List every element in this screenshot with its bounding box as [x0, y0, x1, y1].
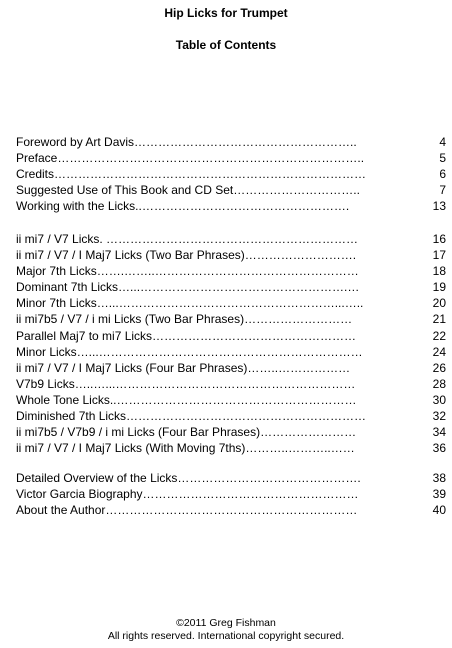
toc-entry-page-number: 24: [432, 344, 446, 359]
toc-entry: [16, 502, 446, 518]
toc-entry-page-number: 21: [432, 312, 446, 327]
toc-entry-title: About the Author………………………………………………………: [16, 503, 358, 518]
toc-entry: [16, 231, 446, 247]
toc-entry-page-number: 19: [432, 280, 446, 295]
toc-entry-page-number: 4: [439, 135, 446, 149]
toc-group-front-matter: [16, 134, 446, 214]
toc-entry-page-number: 32: [432, 409, 446, 424]
toc-entry-page-number: 5: [439, 151, 446, 166]
toc-group-licks: [16, 231, 446, 456]
toc-entry: [16, 344, 446, 360]
book-title: Hip Licks for Trumpet: [164, 6, 288, 20]
toc-entry: [16, 182, 446, 198]
toc-entry-title: Dominant 7th Licks…...…………………………………………….…: [16, 280, 360, 295]
toc-entry-title: Major 7th Licks…….……..……………………………………………: [16, 264, 359, 279]
toc-entry-title: Suggested Use of This Book and CD Set…………………………..: [16, 183, 360, 198]
toc-entry-page-number: 38: [432, 471, 446, 485]
toc-entry-page-number: 20: [432, 296, 446, 311]
toc-entry-page-number: 17: [432, 248, 446, 263]
toc-entry-title: Whole Tone Licks..……………………………………………………: [16, 392, 357, 407]
toc-entry-title: Minor Licks…...…………………………………………………………: [16, 344, 363, 359]
toc-entry: [16, 424, 446, 440]
copyright-notice: ©2011 Greg Fishman: [176, 617, 276, 629]
toc-entry-title: ii mi7 / V7 Licks. ………………………………………………………: [16, 232, 359, 246]
toc-entry-title: V7b9 Licks…..…...……………………………………………………: [16, 376, 356, 391]
toc-entry: [16, 408, 446, 424]
toc-entry: [16, 470, 446, 486]
toc-entry-title: ii mi7 / V7 / I Maj7 Licks (Two Bar Phrases)……………………….: [16, 248, 357, 263]
toc-entry: [16, 295, 446, 311]
toc-entry: [16, 360, 446, 376]
toc-entry: [16, 486, 446, 502]
rights-notice: All rights reserved. International copyright secured.: [107, 630, 345, 642]
toc-entry-page-number: 36: [432, 441, 446, 456]
toc-entry-page-number: 18: [432, 264, 446, 279]
toc-group-back-matter: [16, 470, 446, 518]
toc-entry-title: Parallel Maj7 to mi7 Licks……………………………………………: [16, 328, 357, 343]
toc-entry-page-number: 6: [439, 167, 446, 182]
toc-entry-title: Minor 7th Licks…...………………………………………………...…..: [16, 296, 364, 311]
toc-entry-title: Diminished 7th Licks……………………………………………………: [16, 409, 367, 424]
toc-entry-page-number: 40: [432, 503, 446, 518]
toc-entry: [16, 279, 446, 295]
toc-entry-title: ii mi7 / V7 / I Maj7 Licks (With Moving 7ths)………..………..……: [16, 441, 355, 456]
toc-entry: [16, 198, 446, 214]
toc-entry-page-number: 13: [432, 199, 446, 214]
toc-entry-title: Preface…………………………………………………………………..: [16, 151, 365, 166]
toc-entry: [16, 328, 446, 344]
toc-entry: [16, 392, 446, 408]
toc-entry-title: ii mi7b5 / V7b9 / i mi Licks (Four Bar Phrases)……………………: [16, 425, 357, 440]
toc-entry-page-number: 39: [432, 487, 446, 502]
toc-entry: [16, 247, 446, 263]
toc-entry-title: ii mi7b5 / V7 / i mi Licks (Two Bar Phrases)………………………: [16, 312, 353, 327]
toc-entry: [16, 263, 446, 279]
toc-entry-page-number: 34: [432, 425, 446, 440]
toc-heading: Table of Contents: [175, 38, 277, 52]
toc-entry-title: Credits……………………………………………………………………: [16, 167, 367, 182]
toc-entry: [16, 166, 446, 182]
toc-entry-page-number: 30: [432, 392, 446, 407]
toc-entry-page-number: 26: [432, 360, 446, 375]
toc-entry: [16, 440, 446, 456]
toc-entry-page-number: 7: [439, 183, 446, 198]
toc-entry-title: Working with the Licks..…………………………………………….: [16, 199, 350, 214]
toc-entry-title: Victor Garcia Biography………………………………………………: [16, 487, 359, 502]
toc-entry-page-number: 16: [432, 232, 446, 246]
toc-entry: [16, 134, 446, 150]
toc-entry: [16, 311, 446, 327]
toc-entry-title: ii mi7 / V7 / I Maj7 Licks (Four Bar Phrases)……..………………: [16, 360, 351, 375]
toc-entry-title: Foreword by Art Davis………………………………………………..: [16, 135, 357, 149]
toc-entry-title: Detailed Overview of the Licks……………………………………….: [16, 471, 361, 485]
toc-entry: [16, 150, 446, 166]
toc-entry: [16, 376, 446, 392]
toc-entry-page-number: 28: [432, 376, 446, 391]
toc-entry-page-number: 22: [432, 328, 446, 343]
